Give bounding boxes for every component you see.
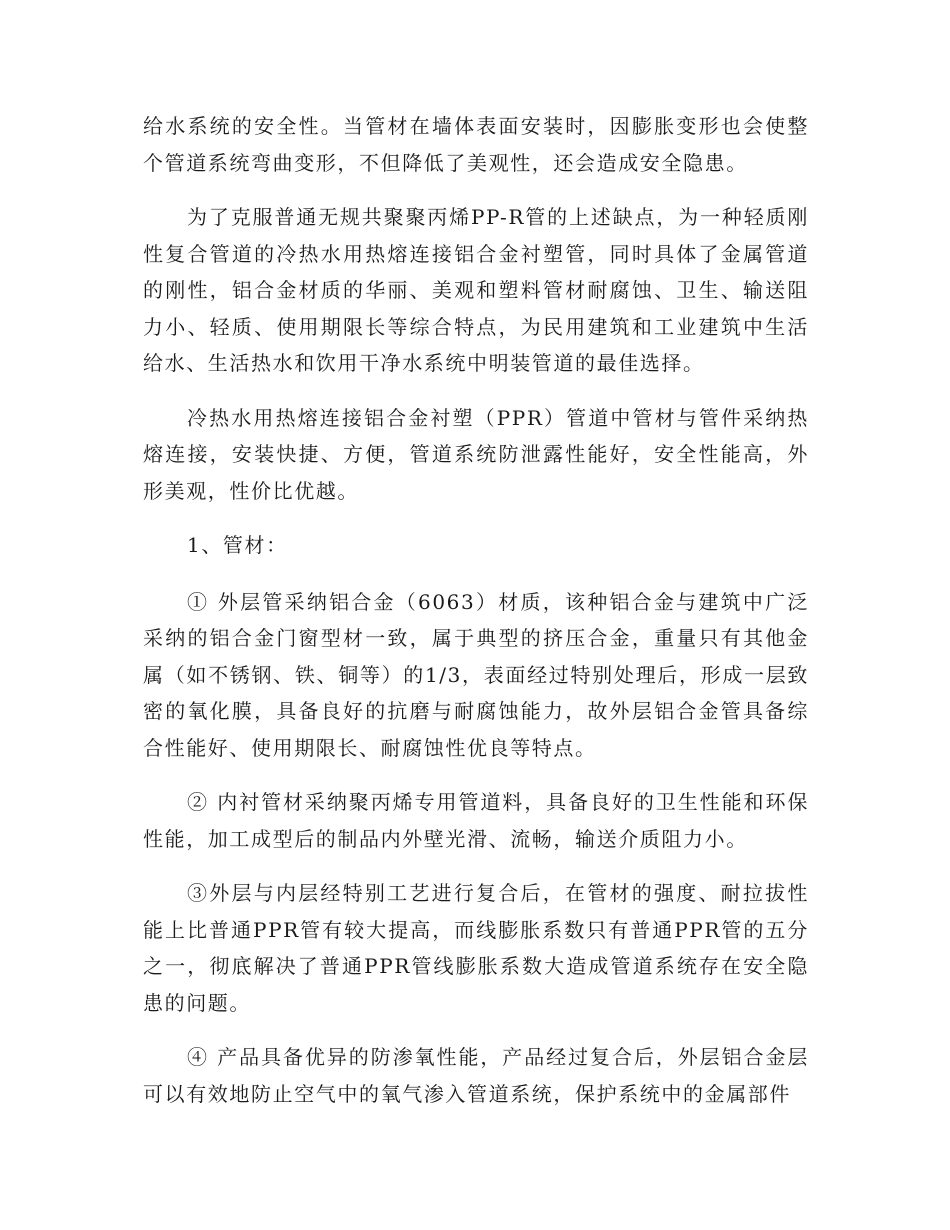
document-body [143,108,809,1130]
paragraph-pipe-introduction: 为了克服普通无规共聚聚丙烯PP-R管的上述缺点，为一种轻质刚性复合管道的冷热水用热熔连接铝合金衬塑管，同时具体了金属管道的刚性，铝合金材质的华丽、美观和塑料管材耐腐蚀、卫生、输送阻力小、轻质、使用期限长等综合特点，为民用建筑和工业建筑中生活给水、生活热水和饮用干净水系统中明装管道的最佳选择。 [143,205,809,375]
paragraph-point-1-outer-layer: ① 外层管采纳铝合金（6063）材质，该种铝合金与建筑中广泛采纳的铝合金门窗型材一致，属于典型的挤压合金，重量只有其他金属（如不锈钢、铁、铜等）的1/3，表面经过特别处理后，形成一层致密的氧化膜，具备良好的抗磨与耐腐蚀能力，故外层铝合金管具备综合性能好、使用期限长、耐腐蚀性优良等特点。 [143,589,809,760]
paragraph-point-3-composite: ③外层与内层经特别工艺进行复合后，在管材的强度、耐拉拔性能上比普通PPR管有较大提高，而线膨胀系数只有普通PPR管的五分之一，彻底解决了普通PPR管线膨胀系数大造成管道系统存在安全隐患的问题。 [143,881,809,1015]
paragraph-hot-melt-connection: 冷热水用热熔连接铝合金衬塑（PPR）管道中管材与管件采纳热熔连接，安装快捷、方便，管道系统防泄露性能好，安全性能高，外形美观，性价比优越。 [143,405,809,503]
paragraph-point-4-oxygen-barrier: ④ 产品具备优异的防渗氧性能，产品经过复合后，外层铝合金层可以有效地防止空气中的氧气渗入管道系统，保护系统中的金属部件 [143,1045,809,1106]
section-heading-pipe: 1、管材： [187,533,288,557]
paragraph-safety-continuation: 给水系统的安全性。当管材在墙体表面安装时，因膨胀变形也会使整个管道系统弯曲变形，不但降低了美观性，还会造成安全隐患。 [143,114,809,175]
paragraph-point-2-inner-lining: ② 内衬管材采纳聚丙烯专用管道料，具备良好的卫生性能和环保性能，加工成型后的制品内外壁光滑、流畅，输送介质阻力小。 [143,790,809,851]
